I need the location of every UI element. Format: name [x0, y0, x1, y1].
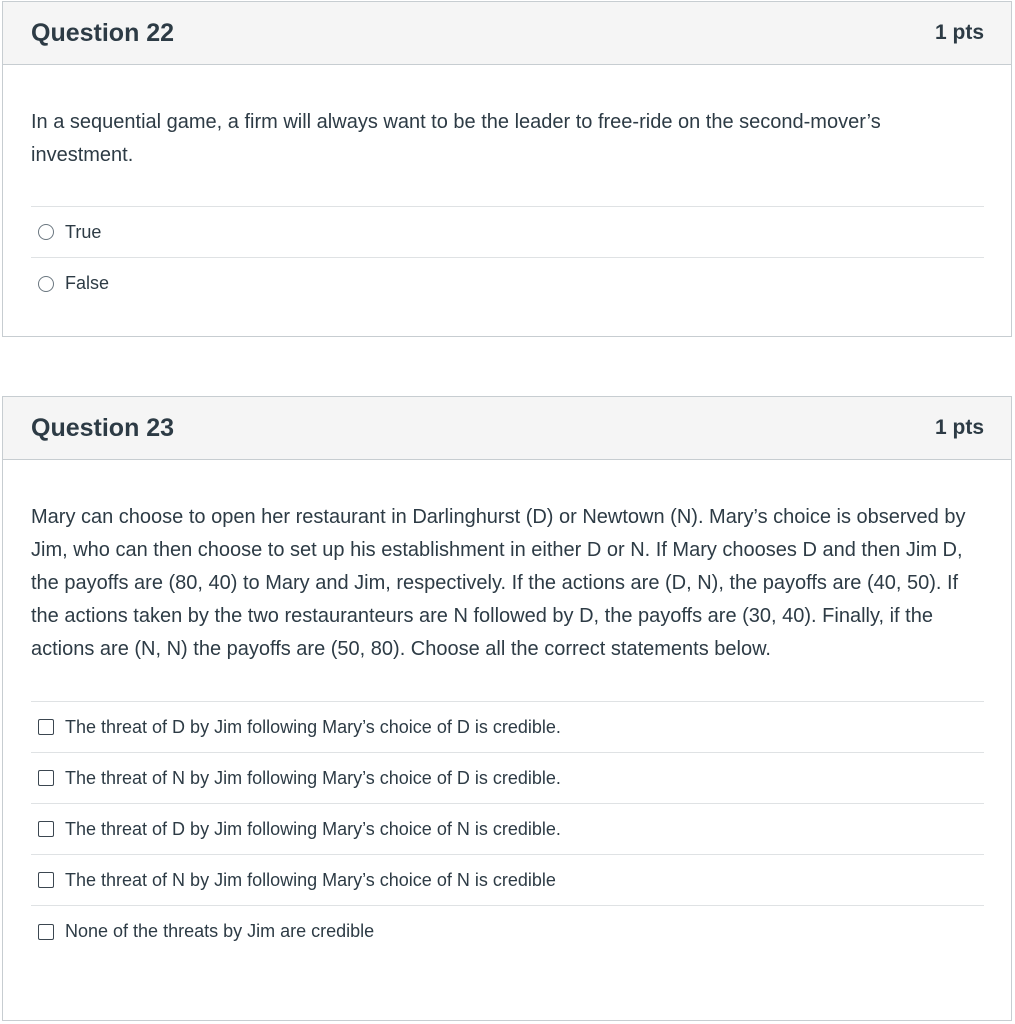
answer-option-false[interactable]: [31, 258, 984, 309]
checkbox[interactable]: [38, 821, 54, 837]
answer-option-2[interactable]: [31, 753, 984, 804]
answer-label: True: [65, 221, 102, 242]
question-points: 1 pts: [934, 21, 984, 44]
answer-option-5[interactable]: [31, 906, 984, 957]
answer-label: False: [65, 273, 110, 293]
question-22-card: [2, 1, 1012, 337]
checkbox[interactable]: [38, 770, 54, 786]
question-title: Question 23: [31, 413, 175, 442]
checkbox[interactable]: [38, 719, 54, 735]
question-title: Question 22: [31, 18, 175, 47]
answer-option-4[interactable]: [31, 855, 984, 906]
answer-label: The threat of N by Jim following Mary’s choice of D is credible.: [65, 767, 561, 788]
answer-list: [31, 206, 984, 309]
question-header: [3, 397, 1011, 460]
question-text: In a sequential game, a firm will always want to be the leader to free-ride on the second-mover’s investment.: [31, 111, 881, 166]
answer-label: The threat of D by Jim following Mary’s choice of N is credible.: [65, 818, 561, 839]
question-header: [3, 2, 1011, 65]
answer-option-true[interactable]: [31, 207, 984, 258]
checkbox[interactable]: [38, 872, 54, 888]
answer-list: [31, 701, 984, 957]
answer-label: The threat of D by Jim following Mary’s choice of D is credible.: [65, 716, 561, 737]
answer-option-3[interactable]: [31, 804, 984, 855]
answer-label: The threat of N by Jim following Mary’s choice of N is credible: [65, 869, 556, 890]
radio-button[interactable]: [38, 276, 54, 292]
radio-button[interactable]: [38, 224, 54, 240]
answer-option-1[interactable]: [31, 702, 984, 753]
checkbox[interactable]: [38, 924, 54, 940]
question-points: 1 pts: [934, 416, 984, 439]
question-23-card: [2, 396, 1012, 1021]
question-text: Mary can choose to open her restaurant in Darlinghurst (D) or Newtown (N). Mary’s choice is observed by Jim, who can then choose to set up his establishment in either D or N. If Mary chooses D and then Jim D, the payoffs are (80, 40) to Mary and Jim, respectively. If the actions are (D, N), the payoffs are (40, 50). If the actions taken by the two restauranteurs are N followed by D, the payoffs are (30, 40). Finally, if the actions are (N, N) the payoffs are (50, 80). Choose all the correct statements below.: [31, 506, 966, 660]
answer-label: None of the threats by Jim are credible: [65, 921, 375, 941]
